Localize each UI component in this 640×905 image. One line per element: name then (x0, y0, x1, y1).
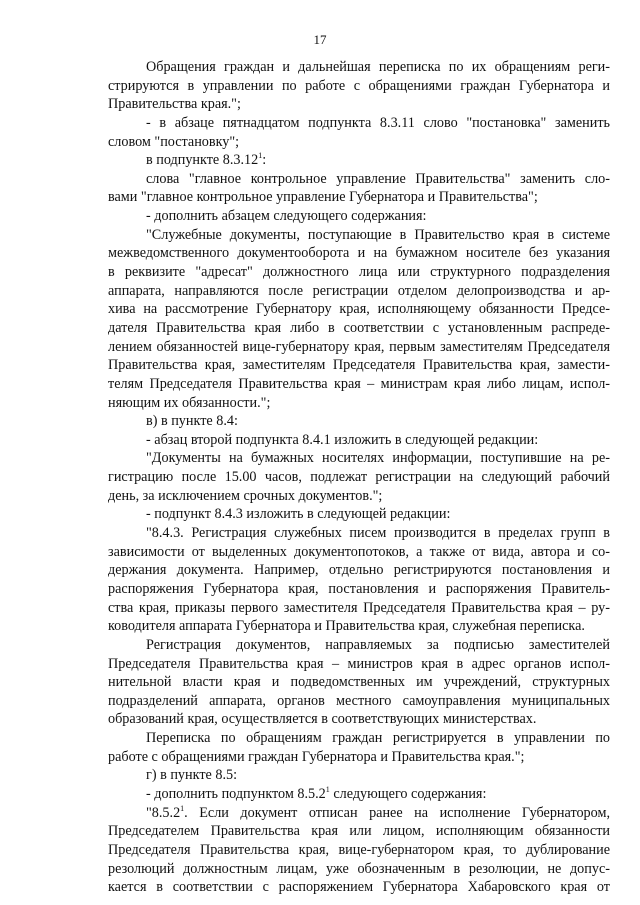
line-text: хива на рассмотрение Губернатору края, исполняющему обязанности Предсе- (108, 301, 610, 318)
text-line (108, 244, 610, 263)
text-line (108, 692, 610, 711)
text-line (108, 375, 610, 394)
line-text: держания документа. Например, отдельно регистрируются постановления и (108, 562, 610, 579)
text-line (108, 543, 610, 562)
superscript: 1 (325, 784, 330, 794)
text-line (108, 729, 610, 748)
line-text: в реквизите "адресат" должностного лица или структурного подразделения (108, 264, 610, 281)
line-text: "Служебные документы, поступающие в Правительство края в системе (146, 226, 610, 243)
text-line (108, 282, 610, 301)
text-line (108, 561, 610, 580)
superscript: 1 (258, 151, 263, 161)
line-text: вами "главное контрольное управление Губернатора и Правительства"; (108, 189, 538, 206)
text-line (108, 226, 610, 245)
text-line (108, 655, 610, 674)
line-text: "8.4.3. Регистрация служебных писем производится в пределах групп в (146, 525, 610, 542)
text-line (108, 748, 610, 767)
line-text: - подпункт 8.4.3 изложить в следующей редакции: (146, 506, 451, 523)
text-line (108, 841, 610, 860)
text-line (108, 449, 610, 468)
text-line (108, 468, 610, 487)
line-text: в) в пункте 8.4: (146, 413, 238, 430)
text-line (108, 505, 610, 524)
line-text: подразделений аппарата, органов местного самоуправления муниципальных (108, 692, 610, 709)
line-text: нительной власти края и подведомственных им учреждений, структурных (108, 674, 610, 691)
text-line (108, 878, 610, 897)
text-line (108, 188, 610, 207)
line-text: - абзац второй подпункта 8.4.1 изложить в следующей редакции: (146, 431, 539, 448)
text-line (108, 300, 610, 319)
text-line (108, 785, 610, 804)
text-line (108, 636, 610, 655)
text-line (108, 412, 610, 431)
text-line (108, 338, 610, 357)
line-text: день, за исключением срочных документов."; (108, 487, 383, 504)
text-line (108, 710, 610, 729)
line-text: работе с обращениями граждан Губернатора и Правительства края."; (108, 748, 525, 765)
line-text: гистрацию после 15.00 часов, подлежат регистрации на следующий рабочий (108, 469, 610, 486)
line-text: ководителя аппарата Губернатора и Правительства края, служебная переписка. (108, 618, 585, 635)
line-text: - дополнить подпунктом 8.5.2 (146, 785, 326, 802)
line-text: Председателя Правительства края, вице-губернатором края, то дублирование (108, 841, 610, 858)
line-text: образований края, осуществляется в соответствующих министерствах. (108, 711, 537, 728)
text-line (108, 394, 610, 413)
line-text: Председателя Правительства края – министров края в адрес органов испол- (108, 655, 610, 672)
text-line (108, 487, 610, 506)
line-text: слова "главное контрольное управление Правительства" заменить сло- (146, 170, 610, 187)
line-text: межведомственного документооборота и на бумажном носителе без указания (108, 245, 610, 262)
text-line (108, 356, 610, 375)
line-text: ства края, приказы первого заместителя Председателя Правительства края – ру- (108, 599, 610, 616)
text-line (108, 77, 610, 96)
text-line (108, 95, 610, 114)
text-line (108, 263, 610, 282)
line-text: телям Председателя Правительства края – министрам края либо лицам, испол- (108, 375, 610, 392)
line-text: лением обязанностей вице-губернатору края, первым заместителям Председателя (108, 338, 610, 355)
line-text: Председателем Правительства края или лицом, исполняющим обязанности (108, 823, 610, 840)
page-number: 17 (313, 32, 327, 47)
line-text: в подпункте 8.3.12 (146, 152, 259, 169)
text-line (108, 319, 610, 338)
text-line (108, 804, 610, 823)
line-text: аппарата, направляются после регистрации отделом делопроизводства и ар- (108, 282, 610, 299)
text-line (108, 580, 610, 599)
line-text: Регистрация документов, направляемых за подписью заместителей (146, 636, 610, 653)
line-text: дателя Правительства края либо в соответствии с установленным распреде- (108, 319, 610, 336)
line-text: словом "постановку"; (108, 133, 240, 150)
text-line (108, 133, 610, 152)
text-line (108, 599, 610, 618)
text-line (108, 207, 610, 226)
line-text: няющим их обязанности."; (108, 394, 271, 411)
line-text: распоряжения Губернатора края, постановления и распоряжения Правитель- (108, 580, 610, 597)
line-text: стрируются в управлении по работе с обращениями граждан Губернатора и (108, 77, 610, 94)
text-line (108, 673, 610, 692)
line-text: Переписка по обращениям граждан регистрируется в управлении по (146, 730, 610, 747)
text-line (108, 431, 610, 450)
text-line (108, 151, 610, 170)
line-text: Обращения граждан и дальнейшая переписка по их обращениям реги- (146, 59, 610, 75)
line-text: "Документы на бумажных носителях информации, поступившие на ре- (146, 450, 610, 467)
line-text-continued: . Если документ отписан ранее на исполнение Губернатором, (184, 804, 610, 821)
text-line (108, 822, 610, 841)
line-text-continued: следующего содержания: (329, 785, 487, 802)
line-text: - в абзаце пятнадцатом подпункта 8.3.11 слово "постановка" заменить (146, 114, 610, 131)
text-line (108, 617, 610, 636)
line-text: зависимости от выделенных документопотоков, а также от вида, автора и со- (108, 543, 610, 560)
text-line (108, 114, 610, 133)
line-text: г) в пункте 8.5: (146, 767, 238, 784)
text-line (108, 170, 610, 189)
text-line (108, 766, 610, 785)
line-text: резолюций должностным лицам, уже обозначенным в резолюции, не допус- (108, 860, 610, 877)
line-text: "8.5.2 (146, 804, 181, 821)
line-text: Правительства края."; (108, 96, 241, 113)
text-line (108, 58, 610, 77)
line-text: кается в соответствии с распоряжением Губернатора Хабаровского края от (108, 879, 610, 896)
superscript: 1 (180, 803, 185, 813)
line-text: Правительства края, заместителям Председателя Правительства края, замести- (108, 357, 610, 374)
text-line (108, 524, 610, 543)
line-text: - дополнить абзацем следующего содержания: (146, 208, 427, 225)
document-body (108, 58, 610, 897)
text-line (108, 860, 610, 879)
line-text-continued: : (262, 152, 267, 169)
